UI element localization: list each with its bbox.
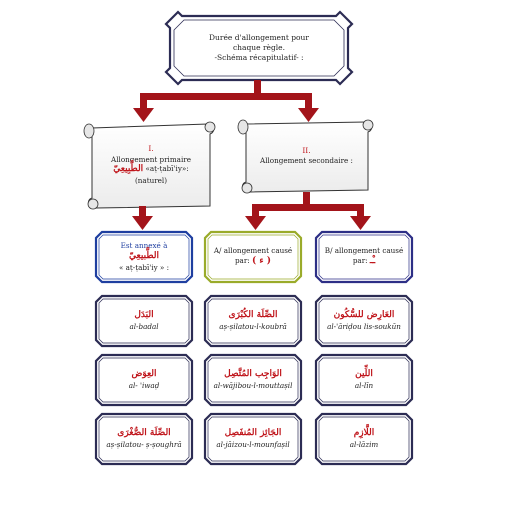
primary-arabic-translit [113,164,188,176]
col-c-par: par: [352,256,368,266]
primary-numeral: I. [148,144,154,154]
primary-arabic: الطَّبِيعِيّ [113,164,144,175]
primary-french: (naturel) [134,175,168,185]
title-line-3: -Schéma récapitulatif- : [214,53,304,63]
cell-arabic: العِوَض [131,369,157,380]
cell-arabic: الجَائِز المُنفَصِل [224,428,282,439]
cell-translit: aṣ-ṣilatou- ṣ-ṣoughrā [106,439,182,449]
cell-lin [316,355,412,405]
arrows-top [133,80,319,122]
cell-translit: al- 'iwaḍ [128,380,160,390]
cell-translit: al-līn [354,380,374,390]
cell-arabic: العَارِض للسُّكُون [333,310,395,321]
column-header-sukun [316,232,412,282]
col-a-translit: « aṭ-ṭabī'iy » : [118,262,170,272]
cell-jaizou-mounfasil [205,414,301,464]
primary-translit: «aṭ-ṭabī'iy»: [145,164,189,174]
cell-arabic: اللَّازِم [353,428,375,439]
cell-wajibou-mouttasil [205,355,301,405]
cell-aridou-soukun [316,296,412,346]
cell-translit: al-badal [129,321,159,331]
cell-lazim [316,414,412,464]
col-b-symbol: ( ء ) [252,256,272,267]
cell-badal [96,296,192,346]
cell-arabic: الوَاجِب المُتَّصِل [224,369,282,380]
col-c-label: B/ allongement causé [324,246,404,256]
cell-translit: al-'āriḍou lis-soukūn [327,321,401,331]
col-a-arabic: الطَّبيعِيّ [129,251,159,262]
cell-translit: aṣ-ṣilatou-l-koubrā [219,321,287,331]
cell-arabic: البَدَل [134,310,154,321]
summary-title-box [170,20,348,76]
column-header-hamza [205,232,301,282]
col-b-par-line [235,256,271,268]
secondary-lengthening-scroll [244,120,369,192]
col-a-line1: Est annexé à [120,241,168,251]
cell-arabic: اللِّين [355,369,373,380]
cell-arabic: الصِّلَة الصُّغْرَى [117,428,171,439]
cell-translit: al-jāizou-l-mounfaṣil [216,439,290,449]
column-header-annexed [96,232,192,282]
col-b-par: par: [234,256,250,266]
cell-translit: al-lāzim [349,439,379,449]
title-line-1: Durée d'allongement pour [209,32,309,42]
cell-translit: al-wājibou-l-mouttaṣil [213,380,293,390]
col-c-par-line [353,256,375,268]
secondary-title: Allongement secondaire : [260,156,353,166]
cell-iwad [96,355,192,405]
cell-arabic: الصِّلَة الكُبْرَى [228,310,278,321]
title-line-2: chaque règle. [232,42,285,52]
primary-title: Allongement primaire [111,154,191,164]
cell-silatou-soughra [96,414,192,464]
cell-silatou-koubra [205,296,301,346]
secondary-numeral: II. [302,146,311,156]
col-b-label: A/ allongement causé [213,246,293,256]
col-c-symbol: ـْـ [369,256,376,267]
primary-lengthening-scroll [90,122,212,208]
